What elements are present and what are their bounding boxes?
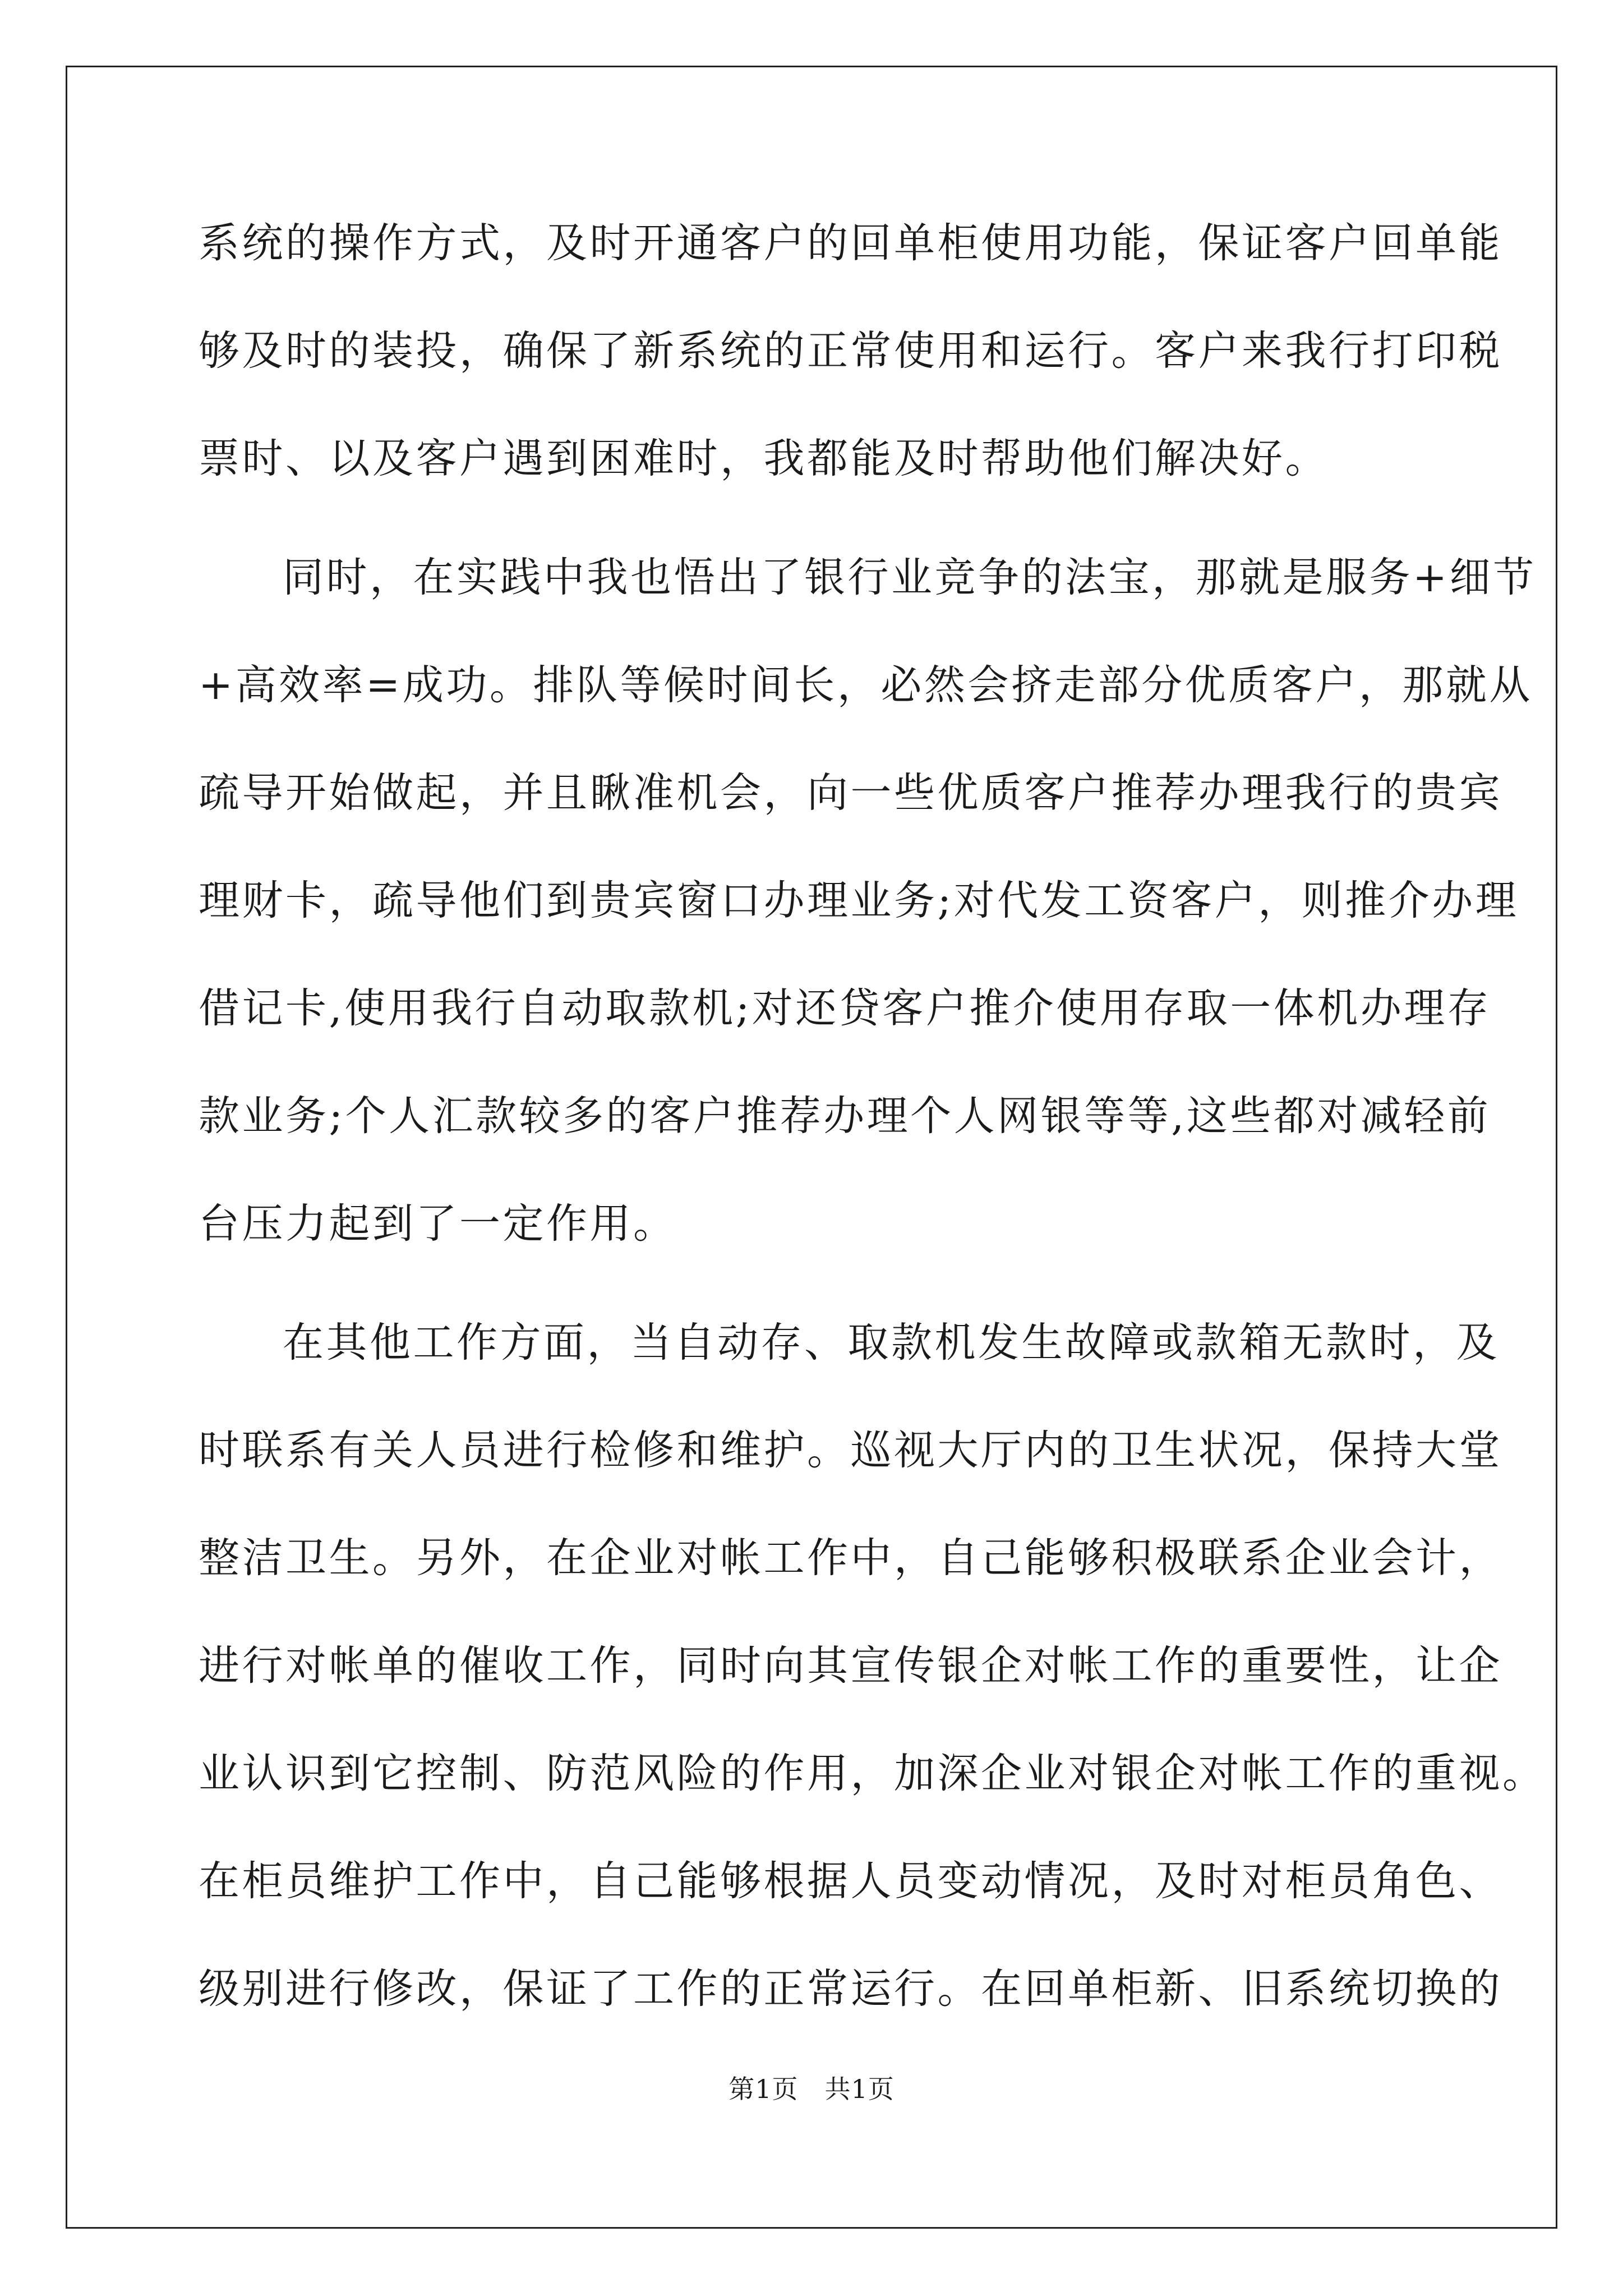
text-line: 系统的操作方式，及时开通客户的回单柜使用功能，保证客户回单能 (199, 219, 1502, 267)
text-line: 级别进行修改，保证了工作的正常运行。在回单柜新、旧系统切换的 (199, 1964, 1502, 2013)
document-body (199, 185, 1546, 2039)
text-line-indented: 在其他工作方面，当自动存、取款机发生故障或款箱无款时，及 (283, 1318, 1500, 1366)
text-line: 在柜员维护工作中，自己能够根据人员变动情况，及时对柜员角色、 (199, 1857, 1502, 1905)
text-line: 够及时的装投，确保了新系统的正常使用和运行。客户来我行打印税 (199, 326, 1502, 375)
text-line: 票时、以及客户遇到困难时，我都能及时帮助他们解决好。 (199, 434, 1329, 482)
text-line: 款业务;个人汇款较多的客户推荐办理个人网银等等,这些都对减轻前 (199, 1092, 1491, 1140)
text-line: 台压力起到了一定作用。 (199, 1199, 677, 1248)
text-line: 借记卡,使用我行自动取款机;对还贷客户推介使用存取一体机办理存 (199, 984, 1491, 1032)
text-line: 理财卡，疏导他们到贵宾窗口办理业务;对代发工资客户，则推介办理 (199, 876, 1519, 924)
text-line: 疏导开始做起，并且瞅准机会，向一些优质客户推荐办理我行的贵宾 (199, 769, 1502, 817)
page-footer: 第1页 共1页 (728, 2074, 895, 2104)
text-line: 时联系有关人员进行检修和维护。巡视大厅内的卫生状况，保持大堂 (199, 1426, 1502, 1474)
text-line: 整洁卫生。另外，在企业对帐工作中，自己能够积极联系企业会计， (199, 1534, 1502, 1582)
text-line: +高效率=成功。排队等候时间长，必然会挤走部分优质客户，那就从 (199, 661, 1533, 709)
paragraph-gap (199, 508, 1449, 519)
text-line: 进行对帐单的催收工作，同时向其宣传银企对帐工作的重要性，让企 (199, 1641, 1502, 1690)
text-line-indented: 同时，在实践中我也悟出了银行业竞争的法宝，那就是服务+细节 (283, 553, 1537, 601)
text-line: 业认识到它控制、防范风险的作用，加深企业对银企对帐工作的重视。 (199, 1749, 1546, 1797)
paragraph-gap (199, 1273, 1449, 1285)
